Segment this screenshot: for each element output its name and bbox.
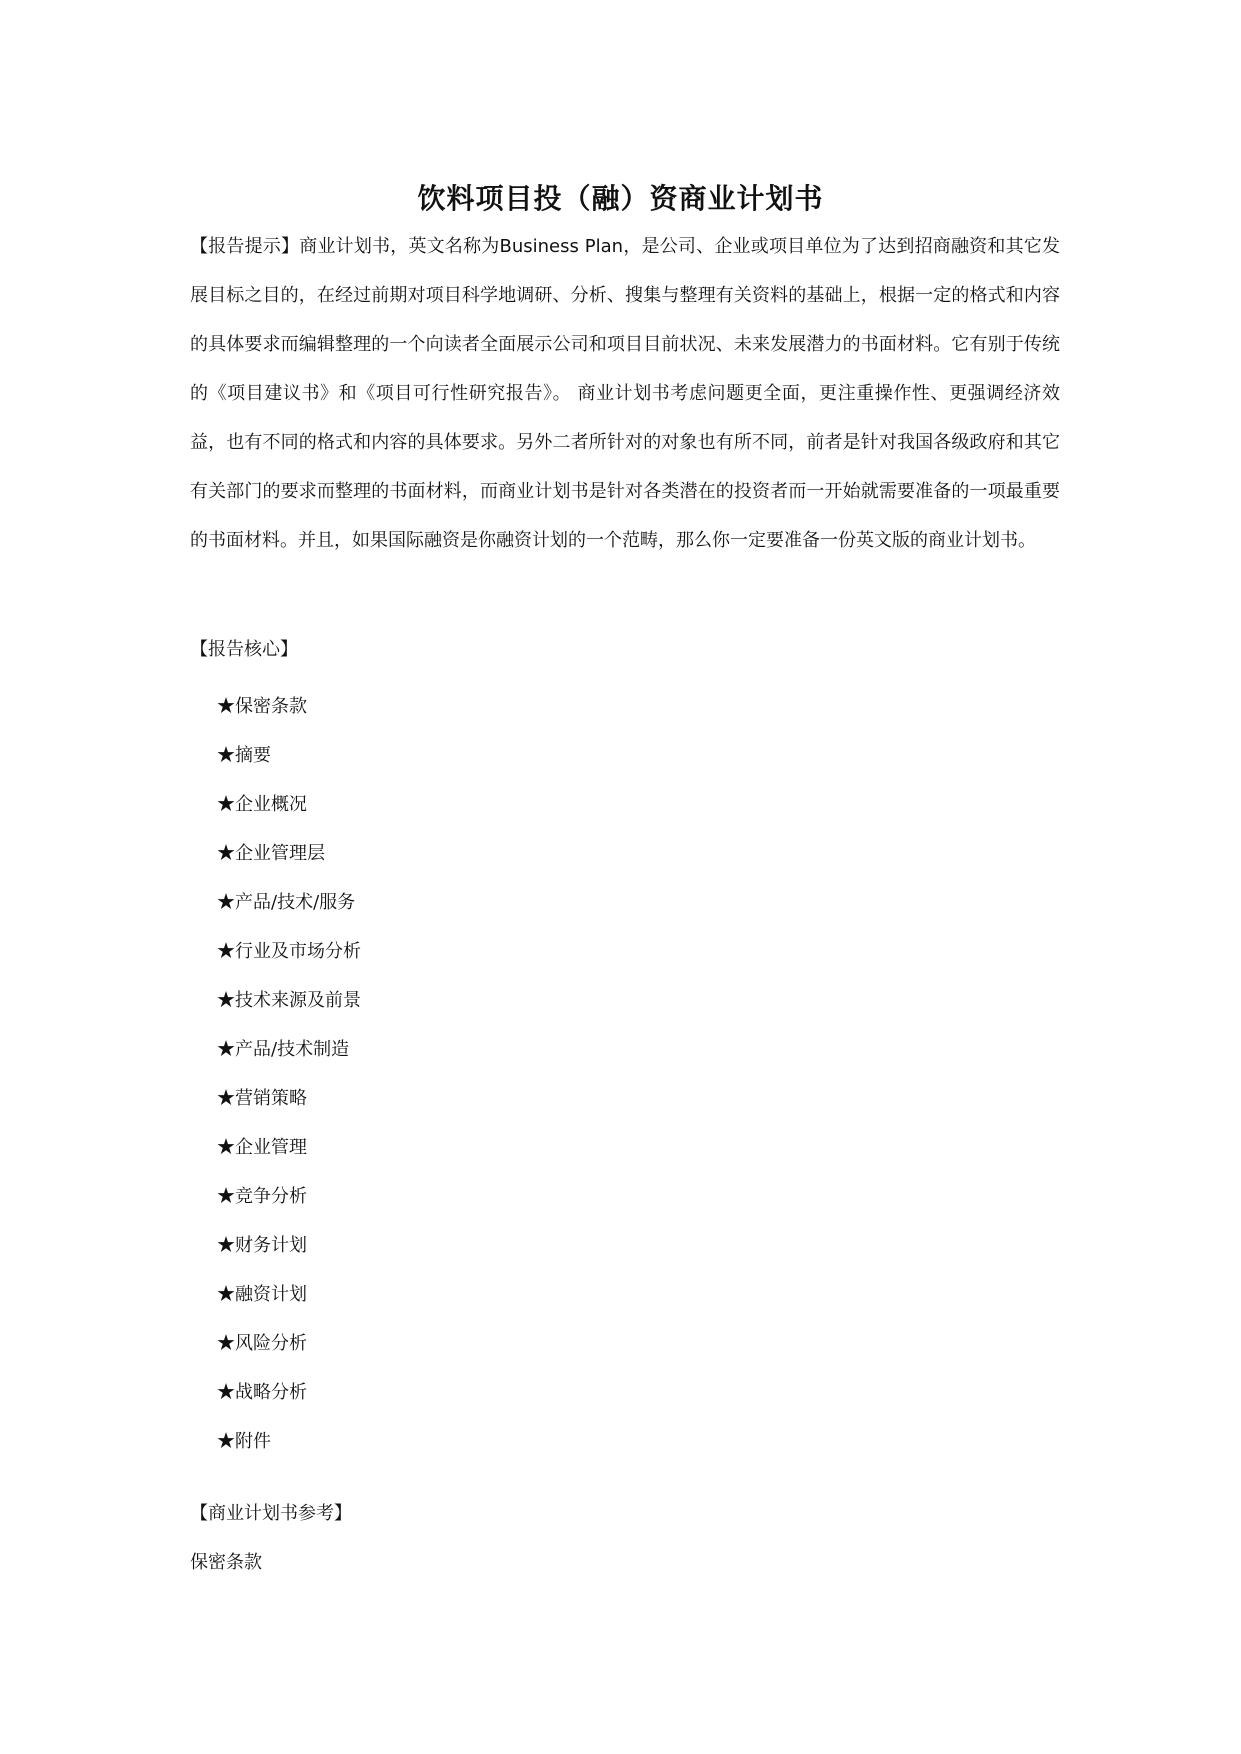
list-item: ★企业管理层 <box>217 843 325 864</box>
list-item: ★产品/技术/服务 <box>217 892 356 913</box>
list-item: ★附件 <box>217 1431 271 1452</box>
core-list <box>217 692 361 1476</box>
list-item: ★摘要 <box>217 745 271 766</box>
core-heading: 【报告核心】 <box>190 639 298 660</box>
list-item: ★企业概况 <box>217 794 307 815</box>
list-item: ★产品/技术制造 <box>217 1039 350 1060</box>
intro-text-before: 商业计划书，英文名称为 <box>299 236 500 257</box>
list-item: ★保密条款 <box>217 696 307 717</box>
list-item: ★竞争分析 <box>217 1186 307 1207</box>
list-item: ★战略分析 <box>217 1382 307 1403</box>
list-item: ★财务计划 <box>217 1235 307 1256</box>
list-item: ★行业及市场分析 <box>217 941 361 962</box>
intro-paragraph <box>190 222 1060 565</box>
list-item: ★技术来源及前景 <box>217 990 361 1011</box>
intro-latin-term: Business Plan <box>499 236 624 257</box>
reference-first-item: 保密条款 <box>190 1552 262 1573</box>
list-item: ★企业管理 <box>217 1137 307 1158</box>
intro-label: 【报告提示】 <box>190 236 300 257</box>
list-item: ★融资计划 <box>217 1284 307 1305</box>
list-item: ★营销策略 <box>217 1088 307 1109</box>
list-item: ★风险分析 <box>217 1333 307 1354</box>
page-title: 饮料项目投（融）资商业计划书 <box>417 181 824 215</box>
reference-heading: 【商业计划书参考】 <box>190 1503 352 1524</box>
intro-text-after: ，是公司、企业或项目单位为了达到招商融资和其它发展目标之目的，在经过前期对项目科学地调研、分析、搜集与整理有关资料的基础上，根据一定的格式和内容的具体要求而编辑整理的一个向读者全面展示公司和项目目前状况、未来发展潜力的书面材料。它有别于传统的《项目建议书》和《项目可行性研究报告》。 商业计划书考虑问题更全面，更注重操作性、更强调经济效益，也有不同的格式和内容的具体要求。另外二者所针对的对象也有所不同，前者是针对我国各级政府和其它有关部门的要求而整理的书面材料，而商业计划书是针对各类潜在的投资者而一开始就需要准备的一项最重要的书面材料。并且，如果国际融资是你融资计划的一个范畴，那么你一定要准备一份英文版的商业计划书。 <box>190 236 1061 551</box>
